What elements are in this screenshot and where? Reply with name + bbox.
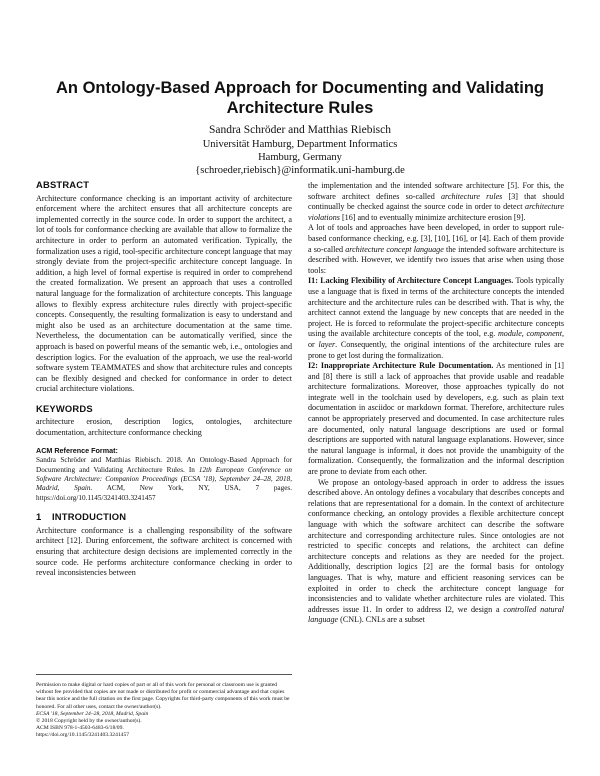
issue-i1: I1: Lacking Flexibility of Architecture Concept Languages. Tools typically use a language that is fixed in terms of the architecture concepts the intended architecture and the architecture rules can be described with. That is why, the architect cannot extend the language by new concepts that are needed in the project. He is forced to reformulate the project-specific architecture concepts using the available architecture concepts of the tool, e.g. module, component, or layer. Consequently, the original intentions of the architecture rules are prone to get lost during the formalization.: [308, 276, 565, 360]
keywords-text: architecture erosion, description logics, ontologies, architecture documentation, architecture conformance checking: [36, 417, 292, 438]
author-names: Sandra Schröder and Matthias Riebisch: [208, 124, 392, 136]
issue-i1-heading: I1: Lacking Flexibility of Architecture Concept Languages.: [308, 276, 514, 286]
issue-i2: I2: Inappropriate Architecture Rule Documentation. As mentioned in [1] and [8] there is still a lack of approaches that provide usable and readable architecture formalizations. Moreover, those approaches typically do not integrate well in the toolchain used by developers, e.g. such as plain text documentation in asciidoc or markdown format. Therefore, architecture rules cannot be appropriately preserved and documented. In case architecture rules are documented, only natural language descriptions are used or formal descriptions are supported with natural language explanations. However, since the natural language is informal, it does not provide the unambiguity of the formalization. Consequently, the formalization and the informal description are prone to deviate from each other.: [308, 361, 564, 477]
acm-reference-venue: 12th European Conference on Software Architecture: Companion Proceedings (ECSA '18), September 24–28, 2018, Madrid, Spain.: [36, 465, 292, 493]
section-number: 1: [36, 511, 42, 523]
abstract-text: Architecture conformance checking is an important activity of architecture enforcement where the architect ensures that all architecture concepts are implemented correctly in the source code. In order to support the architect, a lot of tools for conformance checking are available that allow to formalize the architecture in order to perform an automated verification. Typically, the formalization uses a rigid, tool-specific architecture concept language that may strongly deviate from the project-specific architecture concept language. In addition, a high level of formal expertise is required in order to comprehend the created formalization. We present an approach that uses a controlled natural language for the formalization of architecture concepts. This language allows to flexibly express architecture rules directly with project-specific concepts. Consequently, the resulting formalization is easy to understand and might also be used as an architecture documentation at the same time. Nevertheless, the documentation can be automatically verified, since the approach is based on powerful means of the semantic web, i.e., ontologies and description logics. For the evaluation of the approach, we use the real-world software system TEAMMATES and show that architecture rules and concepts can be flexibly designed and checked for conformance in order to detect crucial architecture violations.: [36, 193, 292, 394]
isbn-line: ACM ISBN 978-1-4503-6483-6/18/09.: [36, 725, 124, 732]
author-location: Hamburg, Germany: [258, 152, 342, 163]
author-affiliation: Universität Hamburg, Department Informatics: [202, 139, 398, 150]
intro-paragraph-continued: the implementation and the intended software architecture [5]. For this, the software architect defines so-called architecture rules [3] that should continually be checked against the source code in order to detect architecture violations [16] and to eventually minimize architecture erosion [9].: [308, 181, 565, 222]
issue-i2-heading: I2: Inappropriate Architecture Rule Documentation.: [308, 361, 494, 371]
permission-notice: Permission to make digital or hard copies of part or all of this work for personal or classroom use is granted without fee provided that copies are not made or distributed for profit or commercial advantage and that copies bear this notice and the full citation on the first page. Copyrights for third-party components of this work must be honored. For all other uses, contact the owner/author(s).: [36, 682, 290, 710]
author-email: {schroeder,riebisch}@informatik.uni-hamburg.de: [195, 165, 405, 176]
acm-reference-heading: ACM Reference Format:: [36, 445, 118, 455]
tools-paragraph: A lot of tools and approaches have been developed, in order to support rule-based conformance checking, e.g. [3], [10], [16], or [4]. Each of them provide a so-called architecture concept language the intended software architecture is described with. However, we identify two issues that arise when using those tools:: [308, 223, 564, 275]
copyright-footnote: [36, 674, 292, 740]
copyright-line: © 2018 Copyright held by the owner/author(s).: [36, 718, 142, 725]
section-title: INTRODUCTION: [52, 511, 127, 523]
conference-info: ECSA '18, September 24–28, 2018, Madrid, Spain: [36, 710, 149, 717]
acm-reference-authors: Sandra Schröder and Matthias Riebisch. 2018. An Ontology-Based Approach for Documenting and Validating Architecture Rules. In: [36, 456, 292, 474]
abstract-heading: ABSTRACT: [36, 179, 90, 190]
left-column: [36, 180, 292, 579]
right-column: [308, 181, 564, 626]
author-block: [40, 124, 560, 177]
acm-reference-text: [36, 456, 292, 503]
introduction-heading: [36, 512, 292, 523]
acm-reference-tail: ACM, New York, NY, USA, 7 pages. https://doi.org/10.1145/3241403.3241457: [36, 484, 293, 502]
introduction-paragraph: Architecture conformance is a challenging responsibility of the software architect [12]. During enforcement, the software architect is concerned with ensuring that architecture design decisions are implemented correctly in the source code. He performs architecture conformance checking in order to reveal inconsistencies between: [36, 525, 292, 578]
doi-line: https://doi.org/10.1145/3241403.3241457: [36, 732, 130, 739]
keywords-heading: KEYWORDS: [36, 402, 93, 414]
proposal-paragraph: We propose an ontology-based approach in order to address the issues described above. An ontology defines a vocabulary that describes concepts and relations that are representational for a domain. In the context of architecture conformance checking, an ontology provides a flexible architecture concept language with which the software architect can describe the software architecture and corresponding architecture rules. Since ontologies are not restricted to specific concepts and relations, the architect can define architecture concepts and relations as they are needed for the project. Additionally, description logics [2] are the formal basis for ontology languages. That is why, mature and efficient reasoning services can be exploited in order to check the architecture concept language for inconsistencies and to validate whether architecture rules are violated. This addresses issue I1. In order to address I2, we design a controlled natural language (CNL). CNLs are a subset: [308, 477, 565, 625]
paper-title: An Ontology-Based Approach for Documenting and Validating Architecture Rules: [56, 79, 544, 117]
